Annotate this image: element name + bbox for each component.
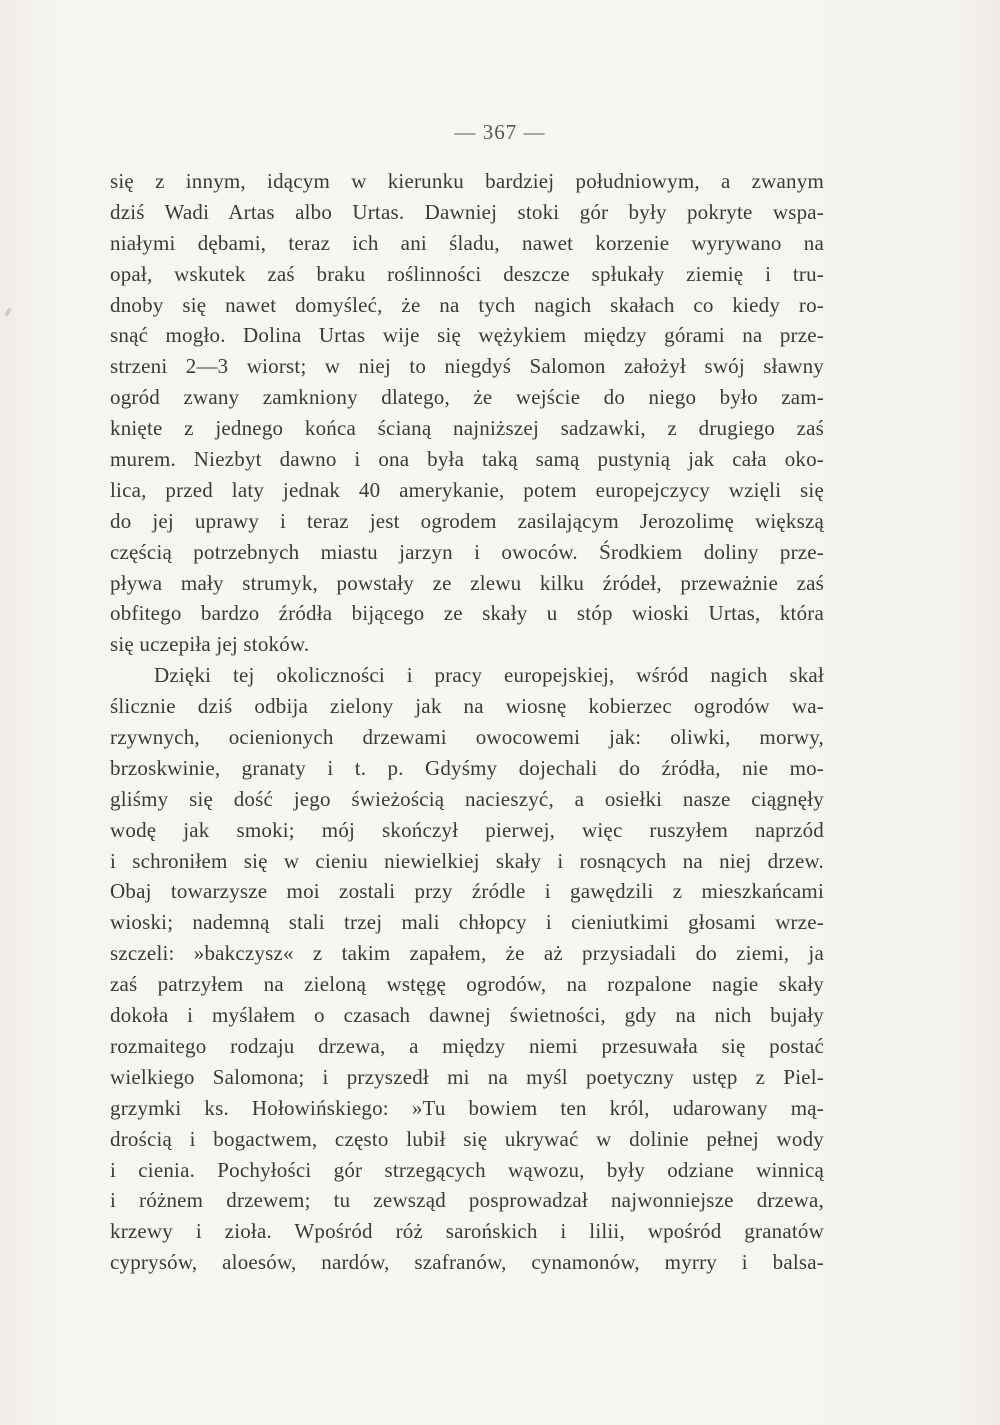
text-line: krzewy i zioła. Wpośród róż sarońskich i lilii, wpośród granatów xyxy=(110,1219,824,1244)
text-line: się z innym, idącym w kierunku bardziej południowym, a zwanym xyxy=(110,169,824,193)
body-text xyxy=(110,166,824,1278)
text-line: Obaj towarzysze moi zostali przy źródle i gawędzili z mieszkańcami xyxy=(110,879,824,904)
text-line: opał, wskutek zaś braku roślinności deszcze spłukały ziemię i tru- xyxy=(110,261,824,286)
text-line: gliśmy się dość jego świeżością nacieszyć, a osiełki nasze ciągnęły xyxy=(110,786,824,811)
text-line: i schroniłem się w cieniu niewielkiej skały i rosnących na niej drzew. xyxy=(110,848,824,873)
text-line: grzymki ks. Hołowińskiego: »Tu bowiem ten król, udarowany mą- xyxy=(110,1095,824,1120)
text-line: i cienia. Pochyłości gór strzegących wąwozu, były odziane winnicą xyxy=(110,1157,824,1182)
text-line: ogród zwany zamkniony dlatego, że wejście do niego było zam- xyxy=(110,385,824,410)
text-line: szczeli: »bakczysz« z takim zapałem, że aż przysiadali do ziemi, ja xyxy=(110,941,824,966)
text-line: dziś Wadi Artas albo Urtas. Dawniej stoki gór były pokryte wspa- xyxy=(110,199,824,224)
text-line: wodę jak smoki; mój skończył pierwej, więc ruszyłem naprzód xyxy=(110,817,824,842)
text-line: się uczepiła jej stoków. xyxy=(110,632,310,657)
text-line: obfitego bardzo źródła bijącego ze skały u stóp wioski Urtas, która xyxy=(110,601,824,626)
text-line: wioski; nademną stali trzej mali chłopcy i cieniutkimi głosami wrze- xyxy=(110,910,824,935)
text-line: niałymi dębami, teraz ich ani śladu, nawet korzenie wyrywano na xyxy=(110,230,824,255)
margin-mark xyxy=(4,308,12,317)
text-line: rozmaitego rodzaju drzewa, a między niemi przesuwała się postać xyxy=(110,1033,824,1058)
text-line: dnoby się nawet domyśleć, że na tych nagich skałach co kiedy ro- xyxy=(110,292,824,317)
text-line: do jej uprawy i teraz jest ogrodem zasilającym Jerozolimę większą xyxy=(110,508,824,533)
text-line: ślicznie dziś odbija zielony jak na wiosnę kobierzec ogrodów wa- xyxy=(110,694,824,719)
text-line: częścią potrzebnych miastu jarzyn i owoców. Środkiem doliny prze- xyxy=(110,539,824,564)
text-line: knięte z jednego końca ścianą najniższej sadzawki, z drugiego zaś xyxy=(110,416,824,441)
page-number: — 367 — xyxy=(454,120,546,144)
paragraph-2 xyxy=(110,660,824,1278)
text-line: brzoskwinie, granaty i t. p. Gdyśmy dojechali do źródła, nie mo- xyxy=(110,755,824,780)
text-line-indented xyxy=(110,660,824,691)
text-line: dokoła i myślałem o czasach dawnej świetności, gdy na nich bujały xyxy=(110,1003,824,1028)
text-line: wielkiego Salomona; i przyszedł mi na myśl poetyczny ustęp z Piel- xyxy=(110,1064,824,1089)
text-line: murem. Niezbyt dawno i ona była taką samą pustynią jak cała oko- xyxy=(110,447,824,472)
text-line: snąć mogło. Dolina Urtas wije się wężykiem między górami na prze- xyxy=(110,323,824,348)
text-line-content: Dzięki tej okoliczności i pracy europejskiej, wśród nagich skał xyxy=(154,663,824,688)
text-line: pływa mały strumyk, powstały ze zlewu kilku źródeł, przeważnie zaś xyxy=(110,570,824,595)
text-line: rzywnych, ocienionych drzewami owocowemi jak: oliwki, morwy, xyxy=(110,725,824,750)
text-line: strzeni 2—3 wiorst; w niej to niegdyś Salomon założył swój sławny xyxy=(110,354,824,379)
text-line: lica, przed laty jednak 40 amerykanie, potem europejczycy wzięli się xyxy=(110,477,824,502)
text-line: drością i bogactwem, często lubił się ukrywać w dolinie pełnej wody xyxy=(110,1126,824,1151)
paragraph-1 xyxy=(110,166,824,660)
text-line: zaś patrzyłem na zieloną wstęgę ogrodów, na rozpalone nagie skały xyxy=(110,972,824,997)
text-line: i różnem drzewem; tu zewsząd posprowadzał najwonniejsze drzewa, xyxy=(110,1188,824,1213)
text-line: cyprysów, aloesów, nardów, szafranów, cynamonów, myrry i balsa- xyxy=(110,1250,824,1275)
